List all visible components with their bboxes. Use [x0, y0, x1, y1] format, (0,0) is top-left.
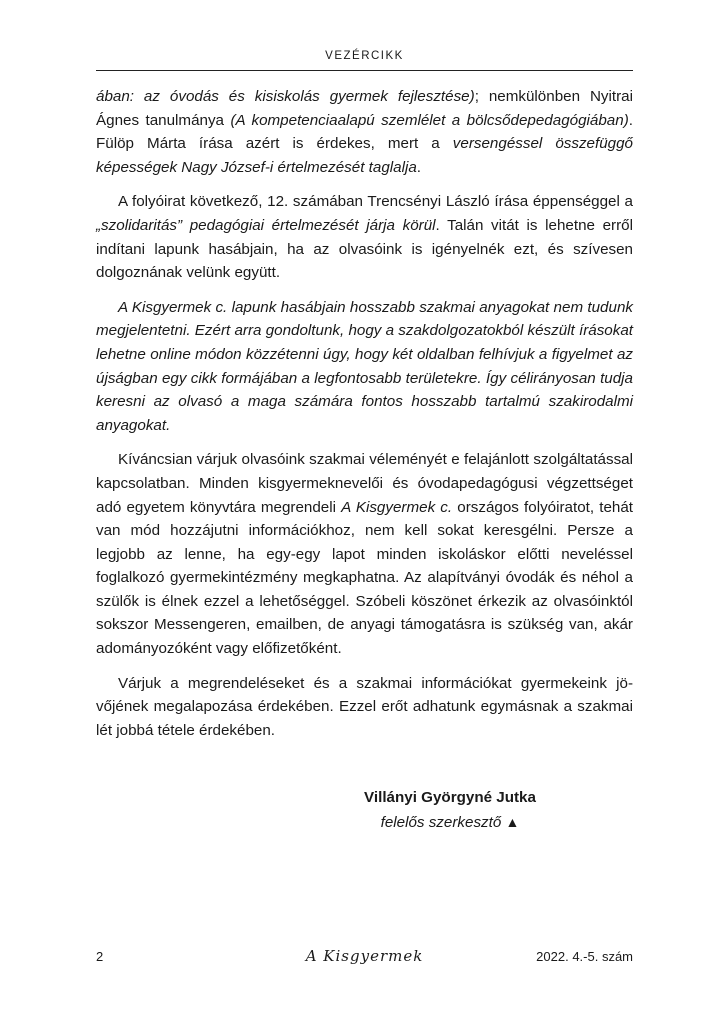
text-segment: .	[416, 158, 422, 176]
text-segment: versengéssel összefüggő képességek Nagy József-i értelmezését taglalja	[96, 135, 633, 176]
text-segment: ában: az óvodás és kisiskolás gyermek fejlesztése)	[96, 88, 475, 105]
text-segment: „szolidaritás” pedagógiai értelmezését járja körül	[96, 216, 436, 234]
text-segment: ; nemkülönben Nyitrai Ágnes tanulmánya	[96, 88, 633, 129]
text-segment: Várjuk a megrendeléseket és a szakmai információkat gyermekeink jövőjének megalapozása érdekében. Ezzel erőt adhatunk egymásnak a szakmai lét jobbá tétele érdekében.	[96, 674, 633, 739]
text-segment: Kíváncsian várjuk olvasóink szakmai véleményét e felajánlott szolgáltatással kapcsolatban. Minden kisgyermeknevelői és óvodapedagógusi végzettséget adó egyetem könyvtára megrendeli	[96, 451, 633, 516]
section-header: VEZÉRCIKK	[325, 50, 404, 62]
text-segment: . Talán vitát is lehetne erről indítani lapunk hasábjain, ha az olvasóink is igényelnék ezt, és szívesen dolgoznának velünk együtt.	[96, 216, 633, 282]
text-segment: (A kompetenciaalapú szemlélet a bölcsődepedagógiában)	[230, 111, 629, 129]
paragraph-3	[96, 296, 633, 438]
paragraph-2	[96, 190, 633, 284]
paragraph-4	[96, 448, 633, 660]
page-number: 2	[96, 949, 104, 964]
signature-block	[340, 786, 560, 835]
author-role	[340, 810, 560, 835]
author-role-text: felelős szerkesztő	[380, 814, 502, 831]
article-body	[96, 85, 633, 742]
magazine-title: A Kisgyermek	[305, 947, 424, 965]
text-segment: A folyóirat következő, 12. számában Trencsényi László írása éppenséggel a	[118, 193, 633, 211]
end-triangle-icon: ▲	[505, 814, 520, 830]
issue-label: 2022. 4.-5. szám	[536, 949, 633, 964]
paragraph-5	[96, 672, 633, 743]
text-segment: A Kisgyermek c. lapunk hasábjain hosszabb szakmai anyagokat nem tudunk megjelentetni. Ezért arra gondoltunk, hogy a szakdolgozatokból készült írásokat lehetne online módon közzétenni úgy, hogy két oldalban felhívjuk a figyelmet az újságban egy cikk formájában a legfontosabb területekre. Így célirányosan tudja keresni az olvasó a maga számára fontos hosszabb tartalmú szakirodalmi anyagokat.	[96, 298, 633, 434]
text-segment: országos folyóiratot, tehát van mód hozzájutni információkhoz, nem kell sokat keresgélni. Persze a legjobb az lenne, ha egy-egy lapot minden iskoláskor előtti neveléssel foglalkozó gyermekintézmény megkaphatna. Az alapítványi óvodák és néhol a szülők is élnek ezzel a lehetőséggel. Szóbeli köszönet érkezik az olvasóinktól sokszor Messengeren, emailben, de anyagi támogatásra is szükség van, akár adományozóként vagy előfizetőként.	[96, 498, 634, 658]
page-footer	[96, 948, 633, 968]
text-segment: . Fülöp Márta írása azért is érdekes, mert a	[96, 111, 633, 153]
text-segment: A Kisgyermek c.	[341, 498, 453, 516]
header-rule	[96, 70, 633, 71]
author-name: Villányi Györgyné Jutka	[364, 789, 536, 806]
paragraph-1	[96, 85, 633, 179]
